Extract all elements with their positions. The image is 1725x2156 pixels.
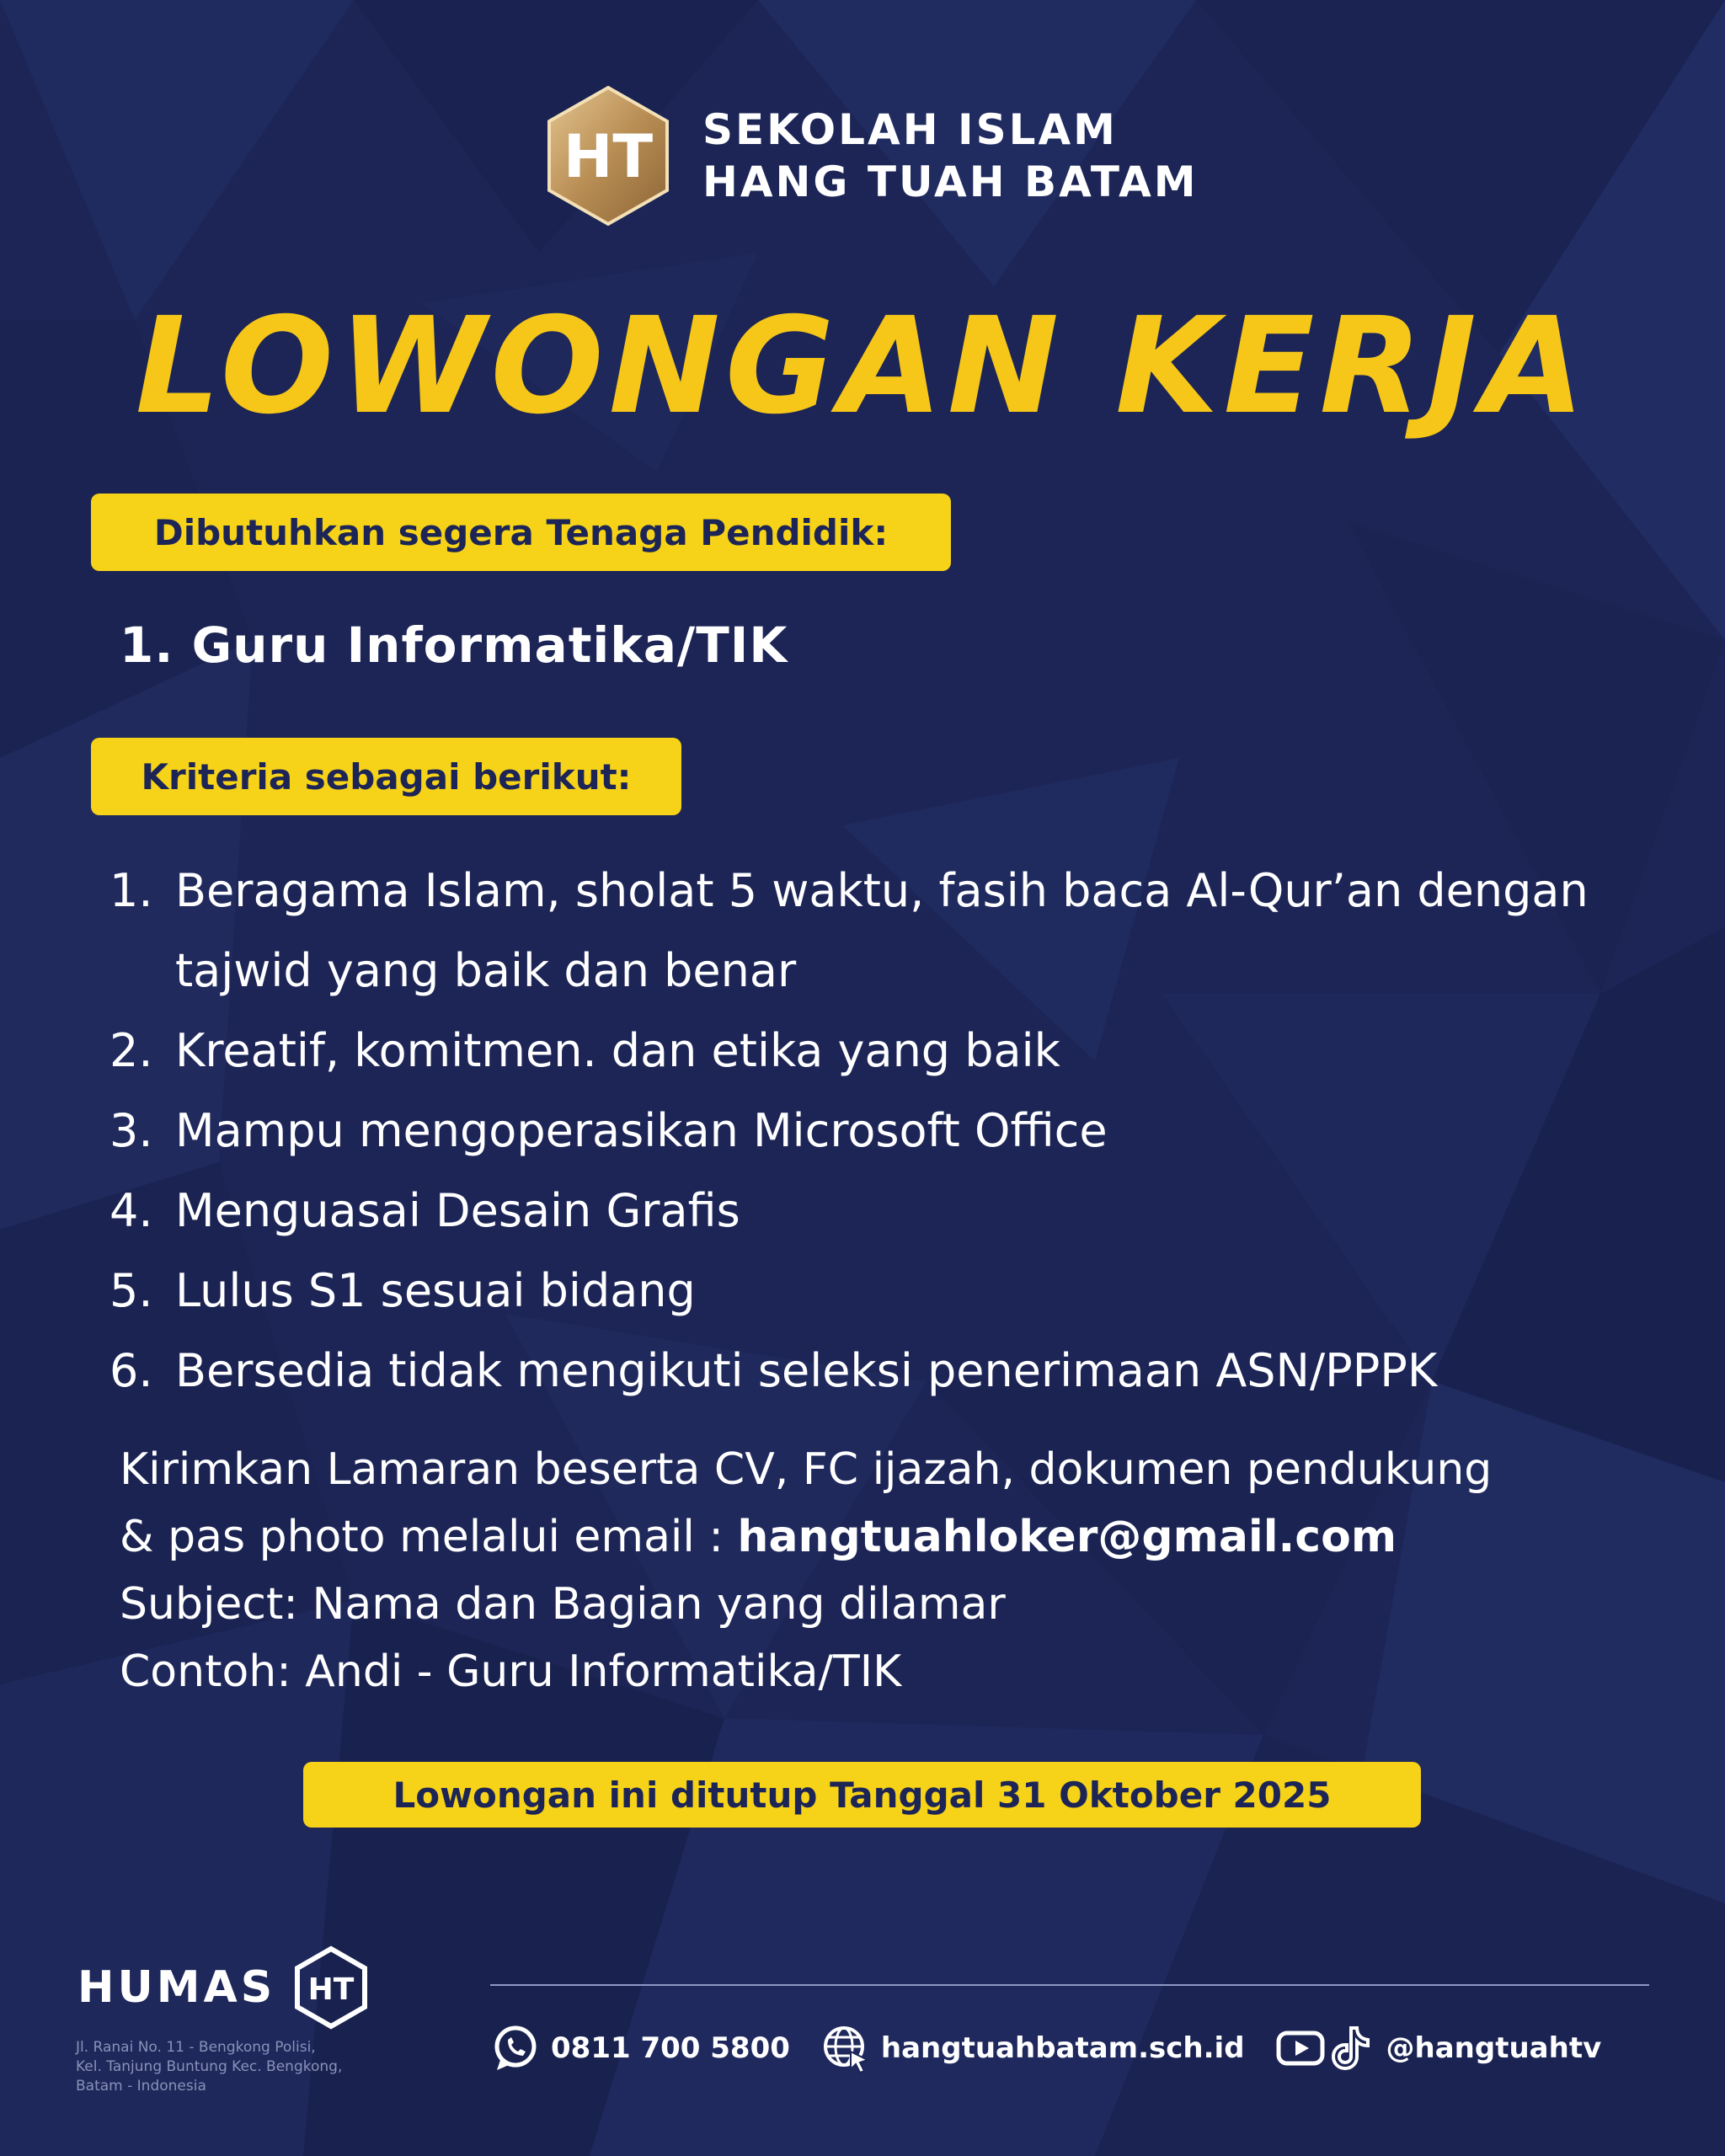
criteria-number: 1. [109,864,153,917]
instructions-line2-prefix: & pas photo melalui email : [120,1512,738,1562]
instructions-line2 [120,1503,1703,1571]
school-name-line1: SEKOLAH ISLAM [702,105,1118,154]
criteria-item [109,1091,1693,1171]
humas-brand [77,1945,370,2030]
criteria-text: Lulus S1 sesuai bidang [175,1264,696,1317]
headline: LOWONGAN KERJA [135,289,1590,444]
tiktok-icon[interactable] [1326,2023,1376,2073]
humas-logo-text: HT [307,1972,355,2007]
criteria-item [109,1011,1693,1091]
phone-link[interactable]: 0811 700 5800 [551,2031,790,2065]
criteria-text: Bersedia tidak mengikuti seleksi penerimaan ASN/PPPK [175,1344,1438,1397]
school-brand [544,84,1199,227]
whatsapp-icon [490,2023,541,2073]
youtube-icon[interactable] [1275,2023,1326,2073]
instructions-line4: Contoh: Andi - Guru Informatika/TIK [120,1646,902,1697]
criteria-item [109,1331,1693,1411]
social-handle-link[interactable]: @hangtuahtv [1386,2031,1602,2065]
address-line1: Jl. Ranai No. 11 - Bengkong Polisi, [76,2039,316,2056]
email-link[interactable]: hangtuahloker@gmail.com [737,1512,1397,1562]
website-link[interactable]: hangtuahbatam.sch.id [880,2031,1245,2065]
globe-cursor-icon [820,2023,871,2073]
criteria-number: 5. [109,1264,153,1317]
humas-logo-icon [292,1945,370,2030]
address-line2: Kel. Tanjung Buntung Kec. Bengkong, [76,2058,343,2075]
school-name [702,104,1199,208]
footer-divider [490,1984,1649,1986]
criteria-number: 6. [109,1344,153,1397]
criteria-label-badge: Kriteria sebagai berikut: [91,738,681,815]
address-line3: Batam - Indonesia [76,2078,206,2095]
instructions-line3: Subject: Nama dan Bagian yang dilamar [120,1579,1006,1630]
criteria-text: Beragama Islam, sholat 5 waktu, fasih baca Al-Qur’an dengan tajwid yang baik dan benar [175,864,1589,997]
application-instructions [120,1436,1703,1705]
school-logo-text: HT [563,122,654,191]
contact-bar [490,2021,1601,2075]
criteria-text: Menguasai Desain Grafis [175,1184,740,1237]
school-name-line2: HANG TUAH BATAM [702,157,1199,206]
criteria-text: Kreatif, komitmen. dan etika yang baik [175,1024,1060,1077]
job-title: 1. Guru Informatika/TIK [120,616,788,674]
criteria-number: 3. [109,1104,153,1157]
criteria-item [109,851,1693,1011]
instructions-line1: Kirimkan Lamaran beserta CV, FC ijazah, dokumen pendukung [120,1444,1493,1495]
deadline-badge: Lowongan ini ditutup Tanggal 31 Oktober 2025 [303,1762,1421,1828]
criteria-number: 2. [109,1024,153,1077]
criteria-text: Mampu mengoperasikan Microsoft Office [175,1104,1108,1157]
criteria-number: 4. [109,1184,153,1237]
address [76,2038,430,2096]
criteria-item [109,1251,1693,1331]
criteria-list [109,851,1693,1411]
criteria-item [109,1171,1693,1251]
needed-label-badge: Dibutuhkan segera Tenaga Pendidik: [91,494,951,571]
humas-label: HUMAS [77,1962,276,2013]
school-logo-icon [544,84,672,227]
